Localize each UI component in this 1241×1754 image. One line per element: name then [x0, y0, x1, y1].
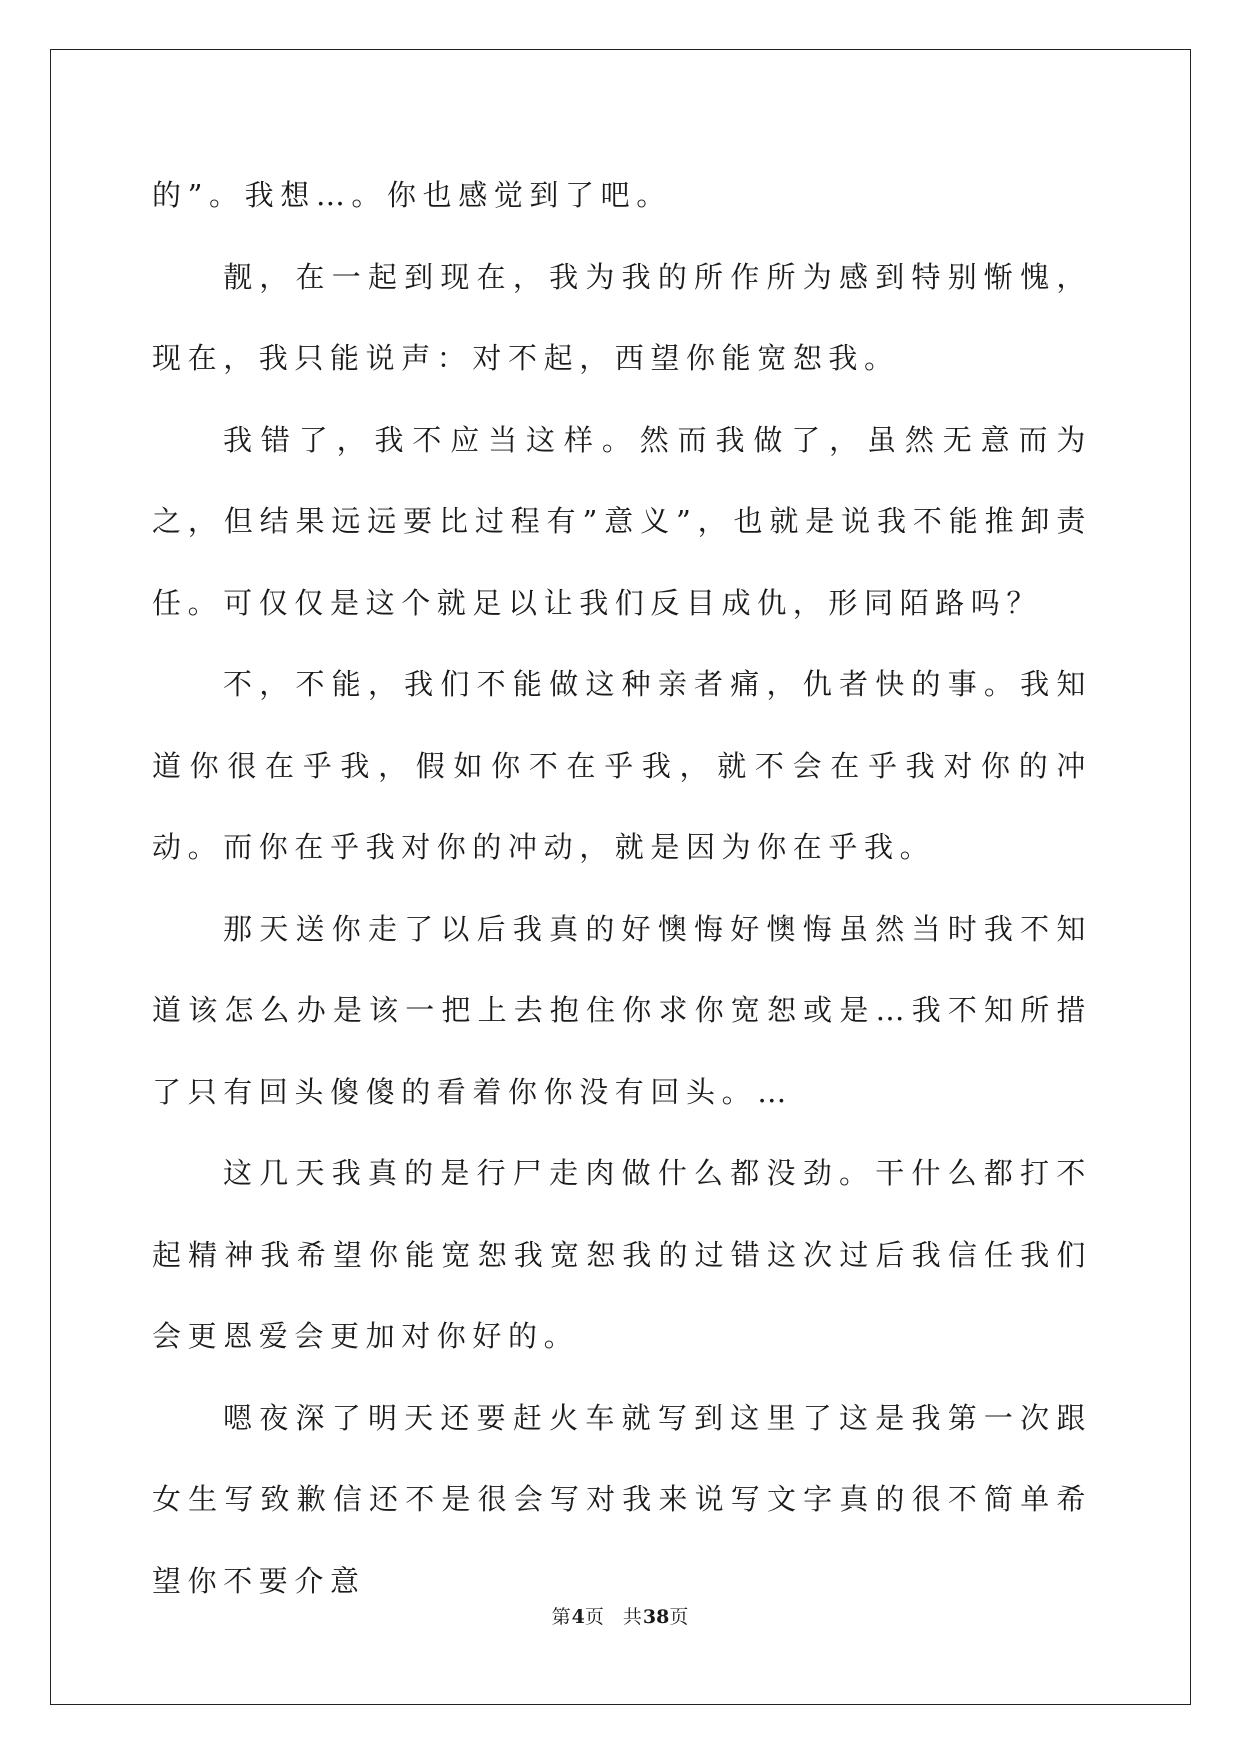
page-footer: [0, 1602, 1241, 1629]
total-prefix: 共: [622, 1606, 643, 1628]
page-prefix: 第: [551, 1606, 572, 1628]
paragraph-6: 这几天我真的是行尸走肉做什么都没劲。干什么都打不起精神我希望你能宽恕我宽恕我的过错这次过后我信任我们会更恩爱会更加对你好的。: [152, 1156, 1092, 1353]
paragraph-1: 的”。我想…。你也感觉到了吧。: [152, 178, 672, 212]
paragraph-7: 嗯夜深了明天还要赶火车就写到这里了这是我第一次跟女生写致歉信还不是很会写对我来说写文字真的很不简单希望你不要介意: [152, 1400, 1092, 1598]
paragraph-2: 靓，在一起到现在，我为我的所作所为感到特别惭愧，现在，我只能说声：对不起，西望你能宽恕我。: [152, 259, 1092, 375]
page-number: 4: [571, 1606, 585, 1628]
total-pages: 38: [642, 1606, 670, 1628]
page-suffix: 页: [584, 1606, 605, 1628]
paragraph-5: 那天送你走了以后我真的好懊悔好懊悔虽然当时我不知道该怎么办是该一把上去抱住你求你宽恕或是…我不知所措了只有回头傻傻的看着你你没有回头。…: [152, 911, 1092, 1109]
total-suffix: 页: [669, 1606, 690, 1628]
paragraph-3: 我错了，我不应当这样。然而我做了，虽然无意而为之，但结果远远要比过程有”意义”，也就是说我不能推卸责任。可仅仅是这个就足以让我们反目成仇，形同陌路吗？: [152, 422, 1092, 620]
letter-body: [152, 155, 1092, 1622]
paragraph-4: 不，不能，我们不能做这种亲者痛，仇者快的事。我知道你很在乎我，假如你不在乎我，就不会在乎我对你的冲动。而你在乎我对你的冲动，就是因为你在乎我。: [152, 667, 1092, 864]
